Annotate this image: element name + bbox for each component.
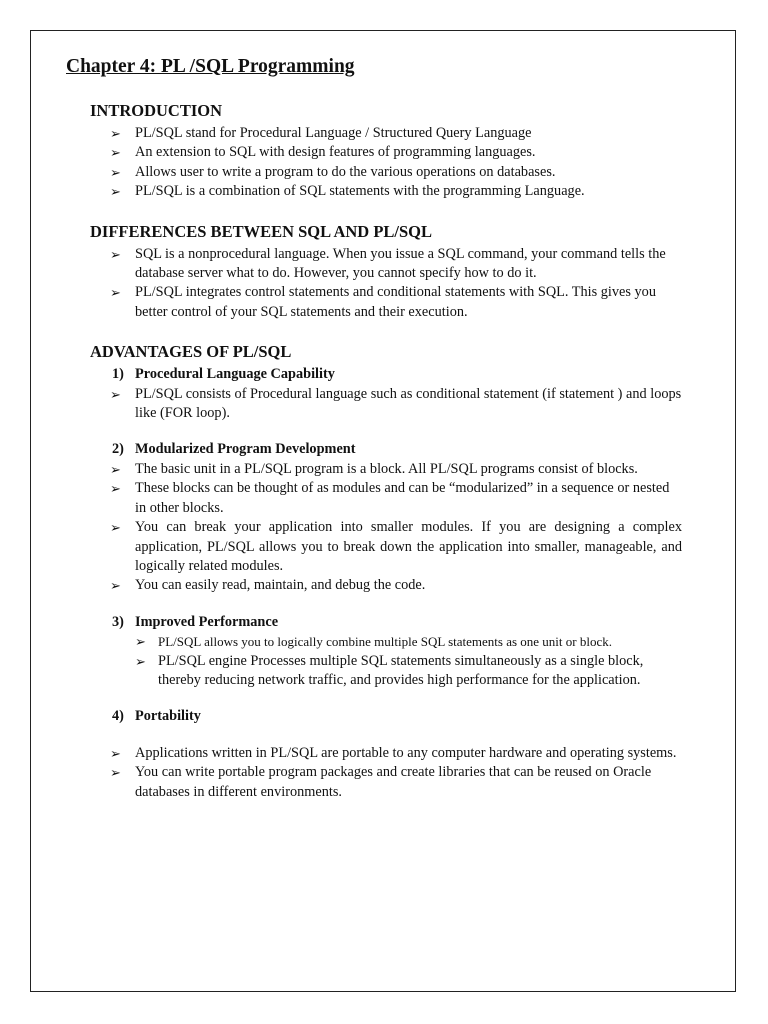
arrow-bullet-icon: ➢ <box>110 481 121 497</box>
section-heading-advantages: ADVANTAGES OF PL/SQL <box>90 342 292 362</box>
advantage-title-performance: 3) Improved Performance <box>112 613 279 630</box>
list-item: ➢ You can break your application into smaller modules. If you are designing a complex application, PL/SQL allows you to break down the application into smaller, manageable, and logically related modules. <box>110 519 682 574</box>
list-item: ➢ These blocks can be thought of as modules and can be “modularized” in a sequence or nested in other blocks. <box>110 480 670 516</box>
list-item: ➢ Applications written in PL/SQL are portable to any computer hardware and operating systems. <box>66 744 682 763</box>
arrow-bullet-icon: ➢ <box>110 145 121 161</box>
chapter-title: Chapter 4: PL /SQL Programming <box>66 56 355 77</box>
arrow-bullet-icon: ➢ <box>110 461 121 477</box>
list-item: ➢ You can easily read, maintain, and debug the code. <box>66 576 682 595</box>
arrow-bullet-icon: ➢ <box>110 578 121 594</box>
list-item: ➢ The basic unit in a PL/SQL program is a block. All PL/SQL programs consist of blocks. <box>66 460 682 479</box>
list-item: ➢ PL/SQL consists of Procedural language such as conditional statement (if statement ) and loops like (FOR loop). <box>110 385 682 422</box>
advantage-title-modularized: 2) Modularized Program Development <box>112 441 356 458</box>
document-content <box>66 54 682 802</box>
arrow-bullet-icon: ➢ <box>135 634 146 650</box>
arrow-bullet-icon: ➢ <box>110 184 121 200</box>
arrow-bullet-icon: ➢ <box>110 765 121 781</box>
section-heading-introduction: INTRODUCTION <box>90 101 223 120</box>
arrow-bullet-icon: ➢ <box>110 386 121 402</box>
arrow-bullet-icon: ➢ <box>135 653 146 669</box>
arrow-bullet-icon: ➢ <box>110 520 121 536</box>
advantage-title-portability: 4) Portability <box>112 708 201 725</box>
arrow-bullet-icon: ➢ <box>110 745 121 761</box>
list-item: ➢ SQL is a nonprocedural language. When you issue a SQL command, your command tells the database server what to do. However, you cannot specify how to do it. <box>110 245 666 282</box>
arrow-bullet-icon: ➢ <box>110 246 121 262</box>
advantage-procedural-list <box>66 385 682 424</box>
advantage-performance-list <box>66 632 682 690</box>
advantage-modularized-list <box>66 460 682 596</box>
introduction-list <box>66 124 682 202</box>
advantage-portability-list <box>66 744 682 802</box>
list-item: ➢ Allows user to write a program to do the various operations on databases. <box>66 163 682 182</box>
differences-list <box>66 245 682 323</box>
list-item: ➢ PL/SQL allows you to logically combine multiple SQL statements as one unit or block. <box>66 632 682 651</box>
list-item: ➢ PL/SQL is a combination of SQL statements with the programming Language. <box>66 182 682 201</box>
arrow-bullet-icon: ➢ <box>110 285 121 301</box>
advantage-title-procedural: 1) Procedural Language Capability <box>112 366 335 383</box>
list-item: ➢ PL/SQL stand for Procedural Language / Structured Query Language <box>66 124 682 143</box>
list-item: ➢ PL/SQL integrates control statements and conditional statements with SQL. This gives you better control of your SQL statements and their execution. <box>110 284 656 320</box>
arrow-bullet-icon: ➢ <box>110 126 121 141</box>
section-heading-differences: DIFFERENCES BETWEEN SQL AND PL/SQL <box>90 221 433 241</box>
list-item: ➢ An extension to SQL with design features of programming languages. <box>66 143 682 162</box>
list-item: ➢ You can write portable program packages and create libraries that can be reused on Oracle databases in different environments. <box>110 764 652 800</box>
arrow-bullet-icon: ➢ <box>110 164 121 180</box>
list-item: ➢ PL/SQL engine Processes multiple SQL statements simultaneously as a single block, thereby reducing network traffic, and provides high performance for the application. <box>135 652 644 688</box>
